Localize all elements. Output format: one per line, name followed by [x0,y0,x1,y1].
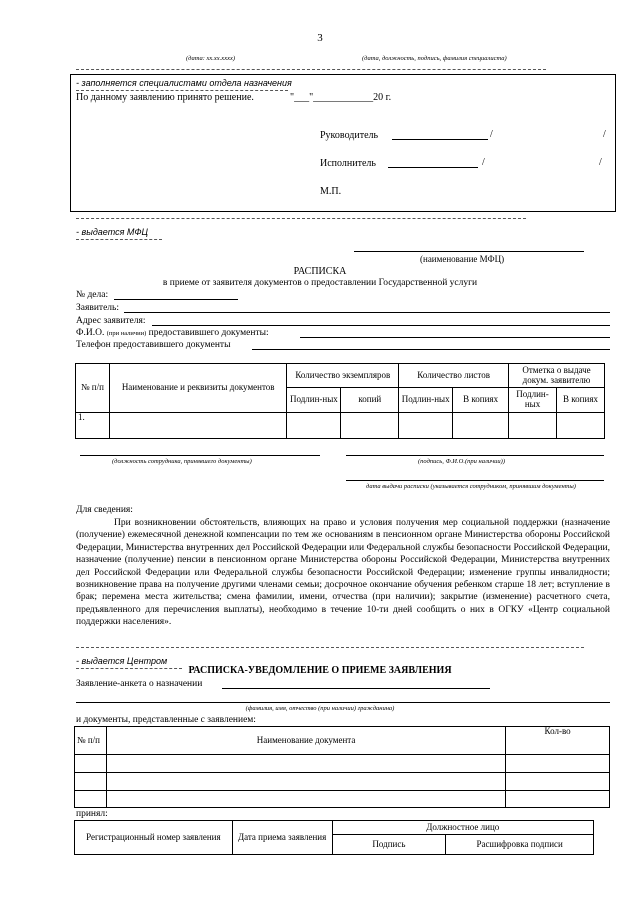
fio-field[interactable] [300,337,610,338]
slash: / [599,157,602,168]
col-qty-header: Кол-во [506,727,610,755]
col-no-header: № п/п [75,727,107,755]
notice-title: РАСПИСКА-УВЕДОМЛЕНИЕ О ПРИЕМЕ ЗАЯВЛЕНИЯ [188,665,452,676]
table-cell[interactable] [75,755,107,773]
date-caption-top: (дата: хх.хх.хххх) [186,55,236,62]
sub-mark-copies-header: В копиях [557,388,605,413]
col-reg-header: Регистрационный номер заявления [75,821,233,855]
head-label: Руководитель [320,130,379,141]
applicant-field[interactable] [124,312,610,313]
sub-sheets-copies-header: В копиях [453,388,509,413]
decision-date: "___"____________20 г. [290,92,392,103]
sub-mark-orig-header: Подлин-ных [509,388,557,413]
decision-text: По данному заявлению принято решение. [76,92,254,103]
fio-label: Ф.И.О. (при наличии) предоставившего документы: [76,328,269,338]
table-cell[interactable] [75,773,107,791]
section2-header: - выдается МФЦ [76,227,149,237]
employee-position-caption: (должность сотрудника, принявшего документы) [112,458,252,465]
table-cell[interactable] [106,773,505,791]
col-mark-header: Отметка о выдаче докум. заявителю [509,364,605,388]
separator-1 [76,69,546,70]
section3-header: - выдается Центром [76,656,168,666]
table-row [76,413,605,439]
table-row [75,755,610,773]
issue-date-caption: дата выдачи расписки (указывается сотрудником, принявшим документы) [366,483,576,490]
sign-caption-top: (дата, должность, подпись, фамилия специалиста) [362,55,507,62]
phone-label: Телефон предоставившего документы [76,340,231,350]
section1-header: - заполняется специалистами отдела назначения [76,78,292,88]
info-title: Для сведения: [76,505,133,515]
table-cell[interactable] [399,413,453,439]
sub-copies-header: копий [341,388,399,413]
head-sign-line[interactable] [392,139,488,140]
issue-date-line[interactable] [346,480,604,481]
documents-table [75,363,605,439]
col-official-header: Должностное лицо [332,821,593,835]
sub-sign-header: Подпись [332,835,446,855]
application-field[interactable] [222,688,490,689]
sub-decode-header: Расшифровка подписи [446,835,594,855]
col-copies-header: Количество экземпляров [287,364,399,388]
receipt-subtitle: в приеме от заявителя документов о предоставлении Государственной услуги [162,278,478,288]
table-cell[interactable] [75,791,107,808]
info-text: При возникновении обстоятельств, влияющих на право и условия получения мер социальной поддержки (назначение (получение) ежемесячной денежной компенсации по тем же основаниям в пенсионном органе Министерства обороны Российской Федерации, Министерства внутренних дел Российской Федерации или Федеральной службы безопасности Российской Федерации, назначение (получение) пенсии в пенсионном органе Министерства обороны Российской Федерации, Министерства внутренних дел Российской Федерации или Федеральной службы безопасности Российской Федерации; изменение группы инвалидности; возникновение права на получение другими членами семьи; досрочное окончание обучения ребенком старше 18 лет; вступление в брак; перемена места жительства; смена фамилии, имени, отчества (при наличии); закрытие (изменение) расчетного счета, предъявленного для перечисления выплаты), необходимо в течение 10-ти дней сообщить о них в ОГКУ «Центр социальной поддержки населения». [76,518,610,628]
applicant-label: Заявитель: [76,303,119,313]
slash: / [490,129,493,140]
acceptance-table [74,820,594,855]
header-underline-1 [76,90,288,91]
sub-sheets-orig-header: Подлин-ных [399,388,453,413]
slash: / [603,129,606,140]
slash: / [482,157,485,168]
address-label: Адрес заявителя: [76,316,146,326]
col-name-header: Наименование документа [106,727,505,755]
sub-orig-header: Подлин-ных [287,388,341,413]
table-cell[interactable] [509,413,557,439]
table-cell[interactable] [106,755,505,773]
separator-2 [76,218,526,219]
stamp-place: М.П. [320,186,342,197]
table-cell[interactable] [557,413,605,439]
col-name-header: Наименование и реквизиты документов [109,364,287,413]
employee-sign-line[interactable] [346,455,604,456]
citizen-fio-line[interactable] [76,702,610,703]
executor-label: Исполнитель [320,158,376,169]
separator-3 [76,647,584,648]
accepted-label: принял: [76,809,108,819]
case-no-field[interactable] [114,299,238,300]
table-cell[interactable] [506,755,610,773]
table-row [75,773,610,791]
submitted-docs-table [74,726,610,808]
table-cell[interactable] [341,413,399,439]
row-number: 1. [76,413,110,439]
table-cell[interactable] [506,773,610,791]
header-underline-2 [76,239,162,240]
table-cell[interactable] [506,791,610,808]
table-cell[interactable] [106,791,505,808]
table-cell[interactable] [453,413,509,439]
table-cell[interactable] [287,413,341,439]
docs-label: и документы, представленные с заявлением: [76,715,256,725]
address-field[interactable] [152,325,610,326]
page-number: 3 [317,32,323,44]
employee-position-line[interactable] [80,455,320,456]
mfc-name-line[interactable] [354,251,584,252]
citizen-fio-caption: (фамилия, имя, отчество (при наличии) гражданина) [245,705,395,712]
mfc-caption: (наименование МФЦ) [420,254,505,264]
col-date-header: Дата приема заявления [232,821,332,855]
col-no-header: № п/п [76,364,110,413]
application-label: Заявление-анкета о назначении [76,679,203,689]
table-cell[interactable] [109,413,287,439]
table-row [75,791,610,808]
case-no-label: № дела: [76,290,109,300]
col-sheets-header: Количество листов [399,364,509,388]
employee-sign-caption: (подпись, Ф.И.О.(при наличии)) [418,458,505,465]
receipt-title: РАСПИСКА [293,266,347,277]
executor-sign-line[interactable] [388,167,478,168]
phone-field[interactable] [252,349,610,350]
